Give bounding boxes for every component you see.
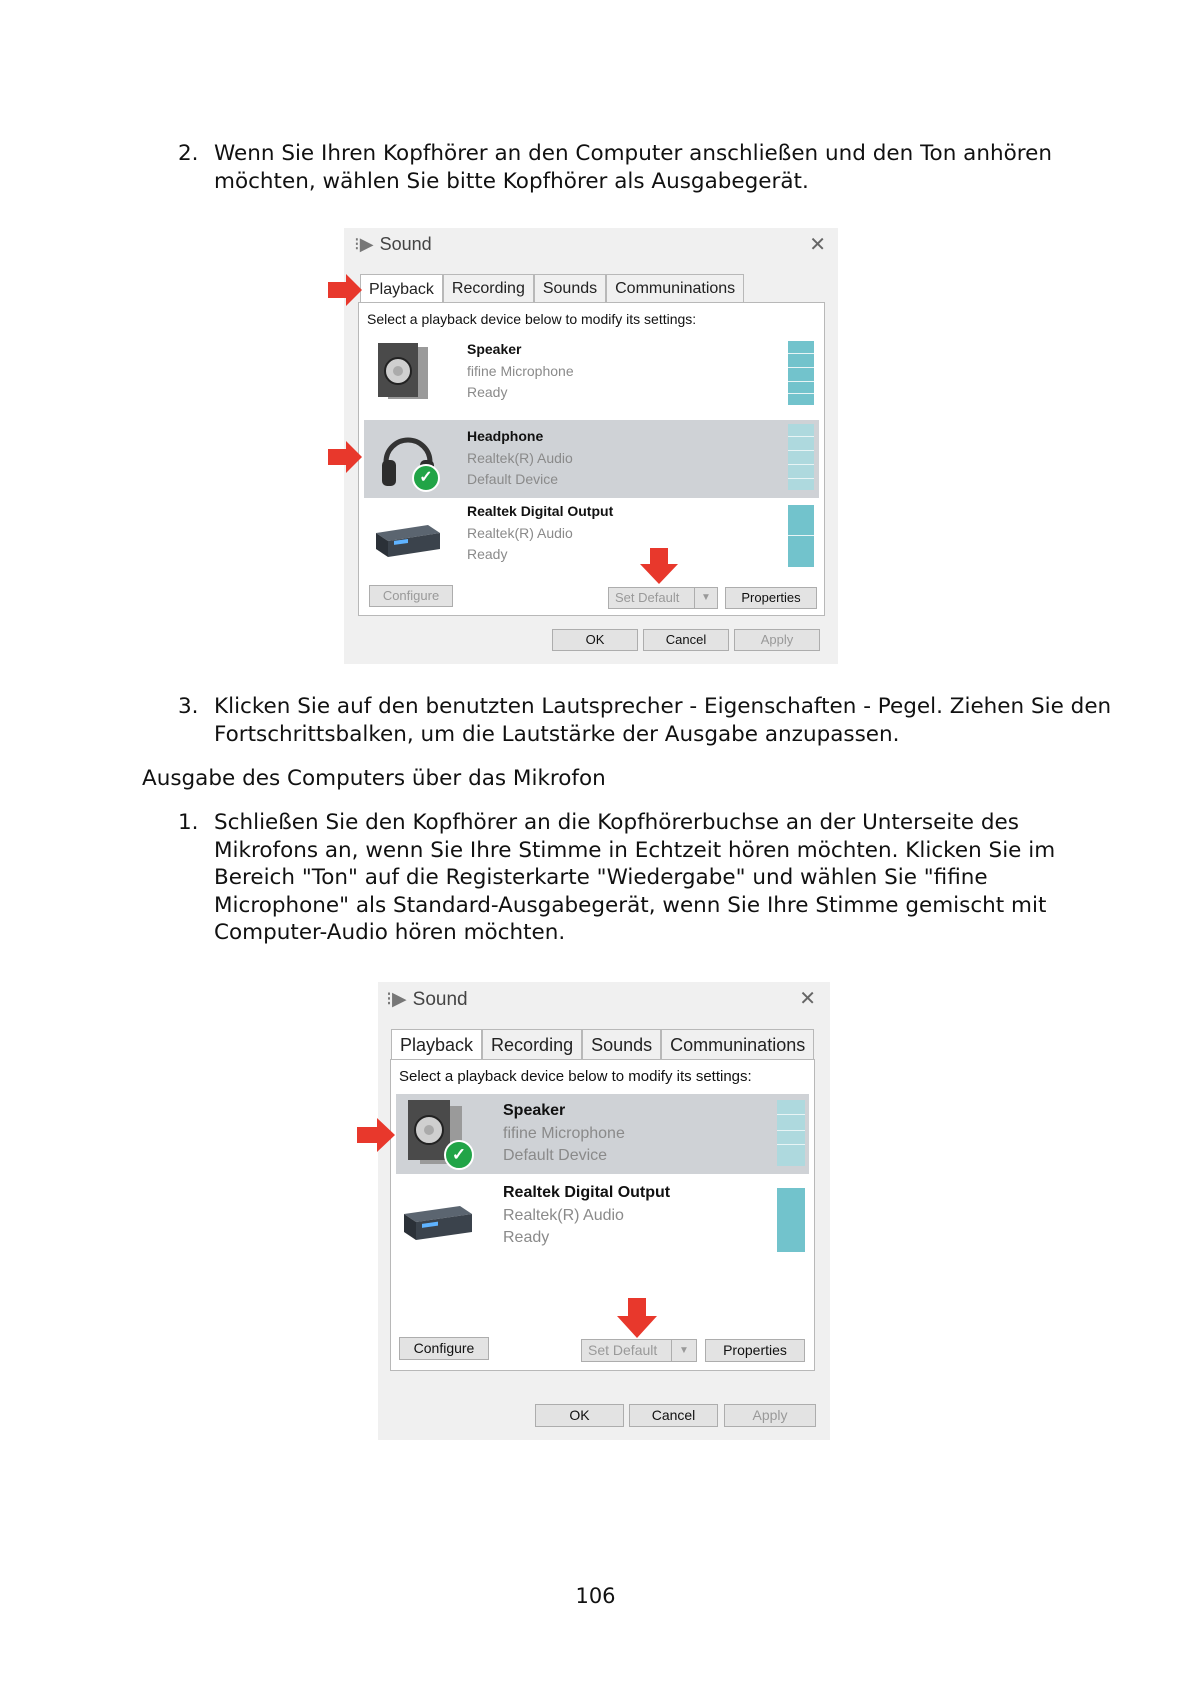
device-status: Default Device xyxy=(467,471,559,487)
tab-sounds[interactable]: Sounds xyxy=(582,1029,661,1059)
set-default-label: Set Default xyxy=(615,590,680,605)
instruction-text: Select a playback device below to modify its settings: xyxy=(399,1068,752,1085)
device-sub: fifine Microphone xyxy=(467,363,574,379)
device-row-digital-output[interactable] xyxy=(364,499,819,577)
dropdown-arrow-icon[interactable]: ▼ xyxy=(671,1340,696,1361)
page-number: 106 xyxy=(575,1584,616,1608)
ok-button[interactable]: OK xyxy=(535,1404,624,1427)
device-name: Realtek Digital Output xyxy=(467,503,614,519)
ok-button[interactable]: OK xyxy=(552,629,638,651)
device-name: Speaker xyxy=(467,341,522,357)
default-check-icon: ✓ xyxy=(444,1140,474,1170)
device-status: Default Device xyxy=(503,1147,608,1164)
apply-button[interactable]: Apply xyxy=(724,1404,816,1427)
properties-button[interactable]: Properties xyxy=(705,1339,805,1362)
device-sub: Realtek(R) Audio xyxy=(503,1207,624,1224)
step-3-line-2: Fortschrittsbalken, um die Lautstärke der Ausgabe anzupassen. xyxy=(214,721,900,747)
device-status: Ready xyxy=(467,384,508,400)
close-icon[interactable]: ✕ xyxy=(799,988,816,1010)
right-arrow-icon xyxy=(357,1117,395,1153)
step-1-number: 1. xyxy=(178,810,199,835)
set-default-label: Set Default xyxy=(588,1342,658,1358)
tab-playback[interactable]: Playback xyxy=(391,1029,482,1060)
right-arrow-icon xyxy=(328,440,362,474)
speaker-icon: ⁝▶ xyxy=(354,234,374,254)
step-2-line-2: möchten, wählen Sie bitte Kopfhörer als Ausgabegerät. xyxy=(214,168,809,194)
volume-meter xyxy=(777,1100,805,1166)
tab-communications[interactable]: Communinations xyxy=(606,274,744,302)
configure-button[interactable]: Configure xyxy=(399,1337,489,1360)
device-sub: Realtek(R) Audio xyxy=(467,525,573,541)
device-sub: fifine Microphone xyxy=(503,1125,625,1142)
step-1-line-3: Bereich "Ton" auf die Registerkarte "Wiedergabe" und wählen Sie "fifine xyxy=(214,865,988,890)
step-3-paragraph xyxy=(178,693,1138,749)
device-name: Speaker xyxy=(503,1102,566,1119)
speaker-device-icon xyxy=(374,341,434,403)
sound-dialog-microphone-screenshot xyxy=(378,982,830,1440)
step-2-paragraph xyxy=(178,140,1078,196)
dropdown-arrow-icon[interactable]: ▼ xyxy=(694,588,717,608)
device-sub: Realtek(R) Audio xyxy=(467,450,573,466)
sound-dialog-headphone-screenshot xyxy=(344,228,838,664)
step-1-line-2: Mikrofons an, wenn Sie Ihre Stimme in Echtzeit hören möchten. Klicken Sie im xyxy=(214,837,1056,863)
set-default-button[interactable] xyxy=(581,1339,697,1362)
device-name: Realtek Digital Output xyxy=(503,1184,671,1201)
step-1-paragraph xyxy=(178,809,1078,949)
tab-recording[interactable]: Recording xyxy=(482,1029,582,1059)
configure-button[interactable]: Configure xyxy=(369,585,453,607)
digital-output-device-icon xyxy=(400,1200,476,1244)
device-row-digital-output[interactable] xyxy=(396,1178,809,1258)
device-panel xyxy=(358,302,825,616)
tab-bar xyxy=(360,274,744,303)
digital-output-device-icon xyxy=(372,519,442,561)
down-arrow-icon xyxy=(617,1298,657,1338)
device-row-speaker[interactable] xyxy=(364,335,819,413)
device-status: Ready xyxy=(503,1229,550,1246)
down-arrow-icon xyxy=(640,548,678,584)
step-3-line-1: Klicken Sie auf den benutzten Lautsprecher - Eigenschaften - Pegel. Ziehen Sie den xyxy=(214,694,1112,719)
section-heading: Ausgabe des Computers über das Mikrofon xyxy=(142,766,606,791)
step-1-line-1: Schließen Sie den Kopfhörer an die Kopfhörerbuchse an der Unterseite des xyxy=(214,810,1019,835)
device-status: Ready xyxy=(467,546,508,562)
set-default-button[interactable] xyxy=(608,587,718,609)
cancel-button[interactable]: Cancel xyxy=(629,1404,718,1427)
device-row-headphone[interactable] xyxy=(364,420,819,498)
dialog-title: ⁝▶ Sound xyxy=(354,234,432,254)
device-name: Headphone xyxy=(467,428,544,444)
tab-bar xyxy=(391,1029,814,1060)
step-2-number: 2. xyxy=(178,141,199,166)
cancel-button[interactable]: Cancel xyxy=(643,629,729,651)
volume-meter xyxy=(777,1188,805,1252)
volume-meter xyxy=(788,341,814,405)
speaker-icon: ⁝▶ xyxy=(386,989,407,1010)
device-panel xyxy=(390,1059,815,1371)
tab-communications[interactable]: Communinations xyxy=(661,1029,814,1059)
tab-recording[interactable]: Recording xyxy=(443,274,534,302)
properties-button[interactable]: Properties xyxy=(725,587,817,609)
tab-playback[interactable]: Playback xyxy=(360,274,443,303)
device-row-speaker[interactable] xyxy=(396,1094,809,1174)
volume-meter xyxy=(788,505,814,567)
volume-meter xyxy=(788,424,814,490)
dialog-title: ⁝▶ Sound xyxy=(386,989,468,1010)
default-check-icon: ✓ xyxy=(412,464,440,492)
step-2-line-1: Wenn Sie Ihren Kopfhörer an den Computer anschließen und den Ton anhören xyxy=(214,141,1052,166)
right-arrow-icon xyxy=(328,273,362,307)
step-1-line-5: Computer-Audio hören möchten. xyxy=(214,920,566,945)
step-1-line-4: Microphone" als Standard-Ausgabegerät, wenn Sie Ihre Stimme gemischt mit xyxy=(214,892,1047,918)
instruction-text: Select a playback device below to modify its settings: xyxy=(367,311,697,327)
close-icon[interactable]: ✕ xyxy=(809,234,826,256)
apply-button[interactable]: Apply xyxy=(734,629,820,651)
tab-sounds[interactable]: Sounds xyxy=(534,274,606,302)
step-3-number: 3. xyxy=(178,694,199,719)
